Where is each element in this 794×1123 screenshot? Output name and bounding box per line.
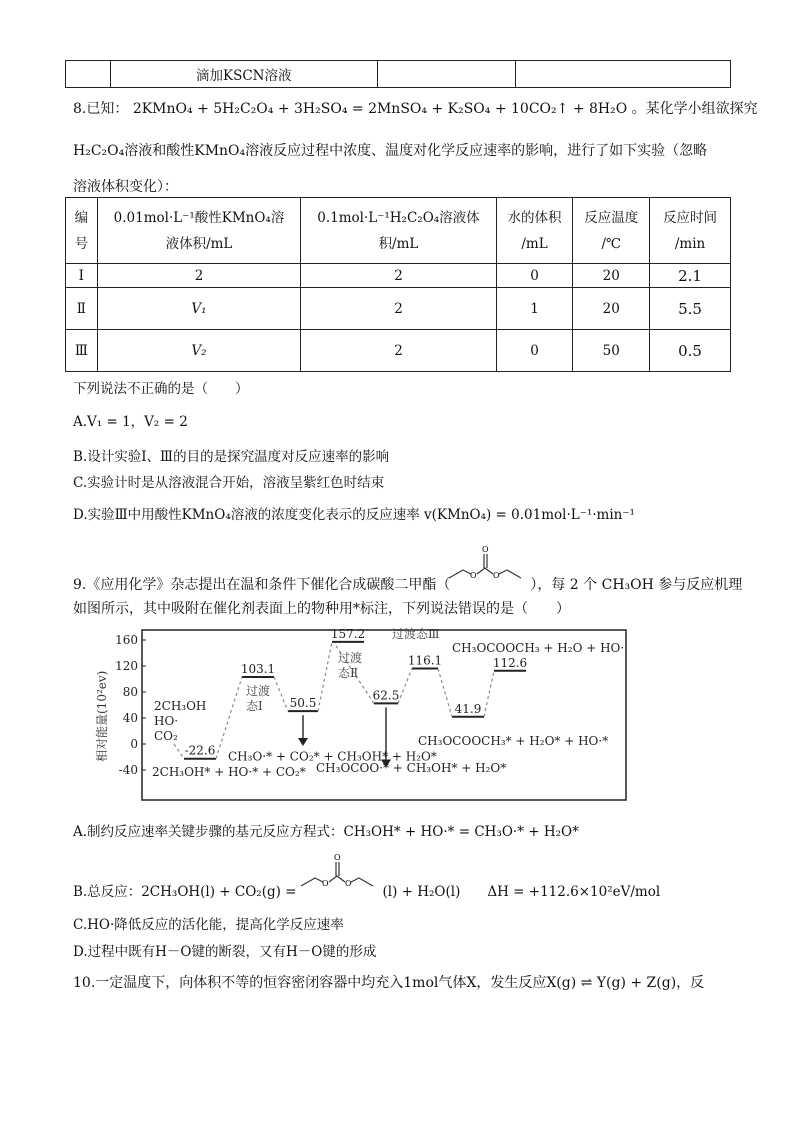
species-label: 2CH₃OH: [154, 699, 207, 713]
q8-option-b: B.设计实验Ⅰ、Ⅲ的目的是探究温度对反应速率的影响: [73, 449, 390, 465]
table-cell: Ⅱ: [66, 288, 98, 330]
prev-cell-kscn: 滴加KSCN溶液: [110, 61, 377, 88]
q8-line3: 溶液体积变化）：: [73, 179, 178, 195]
level-value-label: -22.6: [184, 743, 216, 758]
prev-table-row: [65, 60, 731, 88]
level-value-label: 41.9: [454, 701, 482, 716]
species-label: HO·: [154, 714, 179, 728]
q9-line1: [73, 574, 742, 594]
table-cell: 5.5: [650, 288, 731, 330]
y-axis-label: 相对能量(10²ev): [95, 670, 109, 762]
svg-text:O: O: [482, 545, 489, 554]
transition-state-label: 过渡: [338, 650, 363, 665]
header-cell: 反应时间 /min: [650, 198, 731, 264]
q8-table: [65, 197, 731, 372]
header-cell: 0.1mol·L⁻¹H₂C₂O₄溶液体 积/mL: [301, 198, 496, 264]
q8-intro-suffix: 。某化学小组欲探究: [631, 101, 758, 117]
table-row: [66, 264, 731, 288]
q8-question: 下列说法不正确的是（ ）: [73, 381, 249, 397]
q8-intro: [73, 98, 758, 118]
prev-cell-blank: [516, 61, 731, 88]
table-cell: 20: [573, 264, 650, 288]
table-cell: 2.1: [650, 264, 731, 288]
species-label: CH₃OCOOCH₃ + H₂O + HO·: [452, 641, 625, 655]
header-cell: 0.01mol·L⁻¹酸性KMnO₄溶 液体积/mL: [97, 198, 301, 264]
arrow-head: [298, 738, 308, 746]
transition-state-label: 态Ⅱ: [338, 665, 359, 680]
q9-line2: 如图所示，其中吸附在催化剂表面上的物种用*标注，下列说法错误的是（ ）: [73, 601, 570, 617]
q9-line1-prefix: 9.《应用化学》杂志提出在温和条件下催化合成碳酸二甲酯（: [73, 577, 451, 593]
energy-diagram: [92, 622, 642, 810]
svg-text:O: O: [322, 879, 329, 888]
energy-connector: [318, 642, 332, 711]
table-cell: V₁: [97, 288, 301, 330]
level-value-label: 103.1: [240, 661, 276, 676]
dimethyl-carbonate-structure-icon: [295, 852, 379, 896]
dimethyl-carbonate-structure-icon: [443, 540, 527, 588]
table-cell: 0: [496, 330, 573, 372]
q9-option-b-prefix: B.总反应：2CH₃OH(l) + CO₂(g) =: [73, 884, 297, 900]
header-cell: 水的体积 /mL: [496, 198, 573, 264]
table-cell: 2: [301, 288, 496, 330]
table-cell: Ⅲ: [66, 330, 98, 372]
table-cell: 0.5: [650, 330, 731, 372]
transition-state-label: 过渡: [246, 683, 271, 698]
q8-option-a: A.V₁ = 1，V₂ = 2: [73, 414, 188, 430]
energy-connector: [216, 677, 242, 759]
y-tick-label: 80: [122, 685, 138, 699]
table-cell: 0: [496, 264, 573, 288]
svg-text:O: O: [345, 879, 352, 888]
y-tick-label: 120: [115, 659, 138, 673]
y-tick-label: 0: [130, 737, 138, 751]
table-cell: 2: [301, 264, 496, 288]
table-cell: V₂: [97, 330, 301, 372]
table-cell: 1: [496, 288, 573, 330]
svg-text:O: O: [470, 571, 477, 580]
transition-state-label: 态Ⅰ: [246, 698, 263, 713]
q8-option-d: D.实验Ⅲ中用酸性KMnO₄溶液的浓度变化表示的反应速率 v(KMnO₄) = 0.01mol·L⁻¹·min⁻¹: [73, 507, 635, 523]
svg-text:O: O: [334, 853, 341, 862]
table-row: [66, 288, 731, 330]
table-cell: 20: [573, 288, 650, 330]
energy-connector: [484, 671, 494, 717]
q8-table-header: [66, 198, 731, 264]
q8-equation: 2KMnO₄ + 5H₂C₂O₄ + 3H₂SO₄ = 2MnSO₄ + K₂SO₄ + 10CO₂↑ + 8H₂O: [132, 101, 628, 117]
q8-option-c: C.实验计时是从溶液混合开始，溶液呈紫红色时结束: [73, 475, 385, 491]
energy-connector: [274, 677, 288, 711]
level-value-label: 112.6: [492, 655, 528, 670]
species-label: CH₃OCOO·* + CH₃OH* + H₂O*: [316, 761, 507, 775]
energy-connector: [174, 744, 184, 759]
table-cell: 2: [301, 330, 496, 372]
species-label: 2CH₃OH* + HO·* + CO₂*: [152, 765, 306, 779]
svg-text:O: O: [493, 571, 500, 580]
species-label: CO₂: [154, 729, 178, 743]
energy-connector: [438, 669, 452, 717]
q9-option-b-suffix: (l) + H₂O(l) ΔH = +112.6×10²eV/mol: [382, 884, 661, 900]
level-value-label: 62.5: [372, 688, 400, 703]
energy-connector: [398, 669, 412, 704]
table-cell: 50: [573, 330, 650, 372]
table-cell: Ⅰ: [66, 264, 98, 288]
q10-line1: 10.一定温度下，向体积不等的恒容密闭容器中均充入1mol气体X，发生反应X(g) ⇌ Y(g) + Z(g)，反: [73, 975, 705, 991]
level-value-label: 157.2: [330, 626, 366, 641]
header-cell: 反应温度 /℃: [573, 198, 650, 264]
y-tick-label: 40: [122, 711, 138, 725]
q9-option-c: C.HO·降低反应的活化能，提高化学反应速率: [73, 917, 344, 933]
level-value-label: 50.5: [289, 696, 317, 711]
q9-option-d: D.过程中既有H－O键的断裂，又有H－O键的形成: [73, 944, 377, 960]
q8-line2: H₂C₂O₄溶液和酸性KMnO₄溶液反应过程中浓度、温度对化学反应速率的影响，进行了如下实验（忽略: [73, 143, 708, 159]
q9-option-a: A.制约反应速率关键步骤的基元反应方程式：CH₃OH* + HO·* = CH₃O·* + H₂O*: [73, 824, 579, 840]
species-label: CH₃O·* + CO₂* + CH₃OH* + H₂O*: [228, 749, 437, 764]
header-cell: 编 号: [66, 198, 98, 264]
q9-line1-suffix: ），每 2 个 CH₃OH 参与反应机理: [530, 577, 743, 593]
q8-intro-prefix: 8.已知：: [73, 101, 129, 117]
level-value-label: 116.1: [407, 653, 443, 668]
table-row: [66, 330, 731, 372]
y-tick-label: 160: [115, 633, 138, 647]
prev-cell-blank: [66, 61, 111, 88]
prev-cell-blank: [377, 61, 516, 88]
y-tick-label: -40: [118, 763, 138, 777]
table-cell: 2: [97, 264, 301, 288]
species-label: CH₃OCOOCH₃* + H₂O* + HO·*: [418, 733, 609, 748]
transition-state-label: 过渡态Ⅲ: [392, 627, 440, 641]
